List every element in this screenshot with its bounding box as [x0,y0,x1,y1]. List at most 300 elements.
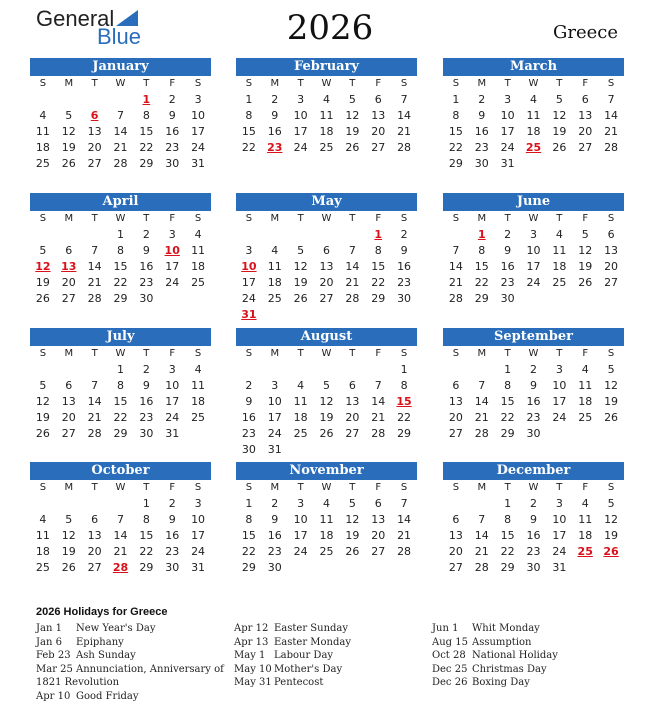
weekday-label: W [321,348,332,359]
day-cell: 8 [116,244,124,257]
holiday-date: Jan 6 [36,636,62,648]
day-cell: 9 [245,395,253,408]
day-cell: 26 [35,427,50,440]
holiday-name: Christmas Day [472,663,547,675]
day-cell: 9 [400,244,408,257]
day-cell: 16 [397,260,412,273]
day-cell: 17 [191,529,206,542]
day-grid [30,496,211,576]
day-cell: 11 [35,125,50,138]
weekday-label: F [582,348,589,359]
day-cell: 19 [61,141,76,154]
holiday-date: Dec 25 [432,663,468,675]
weekday-label: T [91,78,98,89]
weekday-label: T [91,348,98,359]
day-cell: 27 [578,141,593,154]
month-july [30,328,211,442]
weekday-label: S [400,213,408,224]
day-cell: 30 [474,157,489,170]
day-cell: 18 [35,545,50,558]
day-cell: 3 [504,93,512,106]
day-cell: 14 [345,260,360,273]
day-grid [443,362,624,442]
day-cell: 14 [397,513,412,526]
day-cell: 23 [526,411,541,424]
day-cell: 22 [448,141,463,154]
weekday-label: T [349,78,356,89]
holiday-entry [432,636,558,650]
month-header: October [30,462,211,480]
day-cell: 8 [504,379,512,392]
day-grid [236,92,417,156]
holiday-date: Apr 10 [36,690,71,702]
day-cell: 18 [319,125,334,138]
day-cell: 18 [35,141,50,154]
day-cell: 24 [191,141,206,154]
day-cell: 19 [604,529,619,542]
weekday-label: T [143,213,150,224]
day-cell: 10 [552,513,567,526]
weekday-label: W [115,482,126,493]
empty-cell [339,362,365,378]
holiday-entry [234,676,351,690]
day-cell: 4 [39,109,47,122]
weekday-label: S [194,348,202,359]
day-cell: 12 [604,513,619,526]
holiday-entry [36,636,224,650]
day-cell: 24 [191,545,206,558]
day-cell: 28 [87,427,102,440]
day-cell: 22 [500,411,515,424]
holiday-date: Apr 13 [234,636,269,648]
day-cell: 8 [245,109,253,122]
day-cell: 23 [241,427,256,440]
empty-cell [314,362,340,378]
day-cell: 6 [348,379,356,392]
day-cell: 27 [371,545,386,558]
day-cell: 12 [35,395,50,408]
day-cell: 29 [371,292,386,305]
holiday-entry [234,636,351,650]
day-cell: 4 [555,228,563,241]
weekday-label: T [297,78,304,89]
weekday-row [30,480,211,496]
month-february [236,58,417,156]
month-august [236,328,417,458]
day-cell: 6 [452,379,460,392]
weekday-label: F [375,482,382,493]
empty-cell [314,227,340,243]
day-cell: 4 [39,513,47,526]
day-cell: 27 [319,292,334,305]
holiday-day-cell: 25 [525,141,542,154]
day-cell: 5 [581,228,589,241]
day-cell: 14 [113,125,128,138]
holiday-date: Jun 1 [432,623,459,634]
day-cell: 19 [345,529,360,542]
day-grid [30,227,211,307]
weekday-label: S [400,482,408,493]
day-cell: 4 [194,228,202,241]
day-cell: 1 [245,93,253,106]
weekday-label: S [194,482,202,493]
day-cell: 18 [552,260,567,273]
day-cell: 26 [345,141,360,154]
day-cell: 17 [241,276,256,289]
day-cell: 14 [604,109,619,122]
weekday-label: S [194,78,202,89]
month-may [236,193,417,323]
day-cell: 19 [578,260,593,273]
day-cell: 21 [474,545,489,558]
day-cell: 3 [555,363,563,376]
day-cell: 25 [319,545,334,558]
day-grid [443,92,624,172]
day-cell: 13 [345,395,360,408]
weekday-label: F [582,482,589,493]
day-grid [443,227,624,307]
day-cell: 5 [65,513,73,526]
day-cell: 19 [35,411,50,424]
day-cell: 8 [452,109,460,122]
day-cell: 29 [113,427,128,440]
month-january [30,58,211,172]
day-cell: 28 [474,427,489,440]
day-cell: 7 [374,379,382,392]
empty-cell [56,227,82,243]
month-header: January [30,58,211,76]
day-cell: 6 [374,497,382,510]
weekday-label: S [39,78,47,89]
weekday-label: W [528,213,539,224]
weekday-label: S [452,348,460,359]
day-cell: 20 [448,411,463,424]
holiday-day-cell: 1 [374,228,383,241]
day-cell: 6 [374,93,382,106]
day-cell: 5 [297,244,305,257]
day-cell: 21 [448,276,463,289]
day-cell: 17 [191,125,206,138]
weekday-label: M [477,78,487,89]
day-cell: 2 [529,363,537,376]
weekday-label: S [194,213,202,224]
day-cell: 5 [607,363,615,376]
holiday-name: Easter Monday [274,636,352,648]
weekday-label: S [245,78,253,89]
weekday-label: T [349,213,356,224]
day-cell: 24 [500,141,515,154]
day-cell: 16 [500,260,515,273]
day-cell: 11 [578,513,593,526]
day-cell: 22 [241,545,256,558]
day-cell: 24 [165,411,180,424]
day-cell: 26 [578,276,593,289]
day-cell: 16 [474,125,489,138]
holiday-date: Jan 1 [36,623,62,634]
day-cell: 1 [116,228,124,241]
day-cell: 18 [191,395,206,408]
holiday-name: Assumption [472,636,532,648]
day-cell: 1 [142,497,150,510]
day-cell: 21 [345,276,360,289]
day-cell: 2 [271,93,279,106]
day-cell: 30 [139,292,154,305]
day-cell: 27 [448,427,463,440]
weekday-label: S [607,78,615,89]
day-cell: 23 [165,545,180,558]
weekday-label: W [321,78,332,89]
day-cell: 2 [168,93,176,106]
holiday-name: Mother's Day [274,663,343,675]
holiday-day-cell: 23 [267,141,283,154]
day-cell: 25 [552,276,567,289]
weekday-label: M [270,78,280,89]
day-cell: 26 [552,141,567,154]
day-cell: 24 [241,292,256,305]
holiday-entry [234,622,351,636]
country-name: Greece [552,22,618,43]
day-cell: 30 [526,561,541,574]
empty-cell [236,362,262,378]
holiday-name: Pentecost [274,677,324,688]
holiday-column [36,622,224,703]
day-cell: 5 [348,497,356,510]
day-cell: 24 [552,545,567,558]
day-cell: 5 [65,109,73,122]
day-cell: 14 [474,529,489,542]
month-october [30,462,211,576]
empty-cell [262,362,288,378]
day-cell: 15 [139,529,154,542]
weekday-label: T [556,78,563,89]
day-cell: 21 [87,411,102,424]
day-cell: 23 [267,545,282,558]
day-cell: 22 [474,276,489,289]
weekday-label: W [528,78,539,89]
day-cell: 14 [87,395,102,408]
day-cell: 10 [552,379,567,392]
day-cell: 17 [552,395,567,408]
day-cell: 30 [397,292,412,305]
holiday-day-cell: 10 [164,244,180,257]
day-cell: 15 [500,529,515,542]
day-cell: 28 [371,427,386,440]
empty-cell [56,362,82,378]
day-cell: 25 [319,141,334,154]
day-cell: 14 [474,395,489,408]
day-cell: 27 [604,276,619,289]
day-cell: 30 [165,561,180,574]
day-cell: 7 [91,244,99,257]
day-cell: 20 [371,529,386,542]
day-cell: 27 [371,141,386,154]
day-cell: 20 [87,141,102,154]
day-cell: 28 [474,561,489,574]
day-cell: 9 [271,109,279,122]
day-cell: 14 [448,260,463,273]
day-cell: 8 [142,109,150,122]
month-header: May [236,193,417,211]
day-cell: 12 [61,125,76,138]
day-cell: 17 [552,529,567,542]
weekday-label: F [169,213,176,224]
day-cell: 7 [478,379,486,392]
day-cell: 18 [319,529,334,542]
empty-cell [30,362,56,378]
day-cell: 9 [478,109,486,122]
day-cell: 10 [165,379,180,392]
empty-cell [82,496,108,512]
holiday-entry [234,649,351,663]
empty-cell [56,496,82,512]
month-december [443,462,624,576]
weekday-label: M [477,482,487,493]
day-grid [443,496,624,576]
weekday-label: F [169,482,176,493]
month-header: September [443,328,624,346]
holiday-entry [36,649,224,663]
weekday-label: T [556,348,563,359]
day-cell: 31 [552,561,567,574]
holiday-name-continuation: 1821 Revolution [36,677,120,688]
day-cell: 26 [293,292,308,305]
day-cell: 7 [116,109,124,122]
day-cell: 7 [400,93,408,106]
day-cell: 31 [191,157,206,170]
day-cell: 9 [504,244,512,257]
day-cell: 28 [397,545,412,558]
day-cell: 6 [91,513,99,526]
day-cell: 28 [113,157,128,170]
day-cell: 5 [607,497,615,510]
day-cell: 30 [139,427,154,440]
day-cell: 1 [504,363,512,376]
month-june [443,193,624,307]
weekday-label: S [245,213,253,224]
day-cell: 18 [526,125,541,138]
day-cell: 7 [91,379,99,392]
day-cell: 17 [165,260,180,273]
day-cell: 19 [61,545,76,558]
day-cell: 30 [500,292,515,305]
day-cell: 6 [65,244,73,257]
day-cell: 16 [241,411,256,424]
day-cell: 12 [578,244,593,257]
day-cell: 3 [168,363,176,376]
day-cell: 11 [267,260,282,273]
empty-cell [443,362,469,378]
weekday-label: S [607,348,615,359]
day-cell: 5 [348,93,356,106]
weekday-label: M [477,348,487,359]
day-cell: 3 [297,497,305,510]
day-cell: 9 [271,513,279,526]
weekday-label: F [582,78,589,89]
weekday-row [236,211,417,227]
day-cell: 4 [529,93,537,106]
weekday-label: T [297,348,304,359]
day-cell: 23 [139,411,154,424]
day-cell: 12 [61,529,76,542]
weekday-row [443,76,624,92]
day-cell: 1 [400,363,408,376]
day-cell: 3 [271,379,279,392]
weekday-label: T [143,78,150,89]
day-cell: 19 [35,276,50,289]
day-cell: 15 [371,260,386,273]
weekday-label: S [39,213,47,224]
holiday-name: Whit Monday [472,623,540,634]
day-cell: 11 [35,529,50,542]
day-cell: 14 [371,395,386,408]
day-cell: 22 [241,141,256,154]
weekday-label: S [245,482,253,493]
day-cell: 14 [113,529,128,542]
day-cell: 31 [500,157,515,170]
holiday-date: Dec 26 [432,677,468,688]
empty-cell [108,496,134,512]
day-cell: 15 [474,260,489,273]
day-cell: 19 [345,125,360,138]
weekday-label: W [528,482,539,493]
day-cell: 17 [267,411,282,424]
weekday-label: F [375,348,382,359]
weekday-row [30,76,211,92]
day-cell: 29 [448,157,463,170]
day-cell: 23 [397,276,412,289]
day-cell: 15 [113,395,128,408]
day-cell: 20 [61,411,76,424]
day-cell: 4 [581,363,589,376]
day-cell: 20 [371,125,386,138]
day-cell: 26 [604,411,619,424]
month-september [443,328,624,442]
day-cell: 2 [400,228,408,241]
holiday-entry [432,676,558,690]
day-cell: 12 [345,513,360,526]
day-cell: 24 [552,411,567,424]
month-november [236,462,417,576]
weekday-label: W [115,348,126,359]
empty-cell [56,92,82,108]
day-cell: 13 [371,109,386,122]
weekday-label: S [452,213,460,224]
holiday-day-cell: 15 [396,395,412,408]
day-cell: 20 [448,545,463,558]
month-header: December [443,462,624,480]
month-header: November [236,462,417,480]
day-cell: 28 [448,292,463,305]
day-cell: 11 [319,109,334,122]
day-cell: 29 [139,157,154,170]
day-cell: 22 [113,411,128,424]
day-cell: 4 [322,497,330,510]
day-cell: 30 [526,427,541,440]
day-cell: 26 [345,545,360,558]
day-cell: 19 [319,411,334,424]
day-cell: 8 [142,513,150,526]
day-cell: 16 [526,395,541,408]
empty-cell [365,362,391,378]
day-cell: 28 [345,292,360,305]
month-header: July [30,328,211,346]
day-cell: 29 [241,561,256,574]
day-cell: 13 [319,260,334,273]
day-cell: 31 [267,443,282,456]
day-cell: 20 [61,276,76,289]
weekday-label: S [245,348,253,359]
holidays-title: 2026 Holidays for Greece [36,606,168,618]
